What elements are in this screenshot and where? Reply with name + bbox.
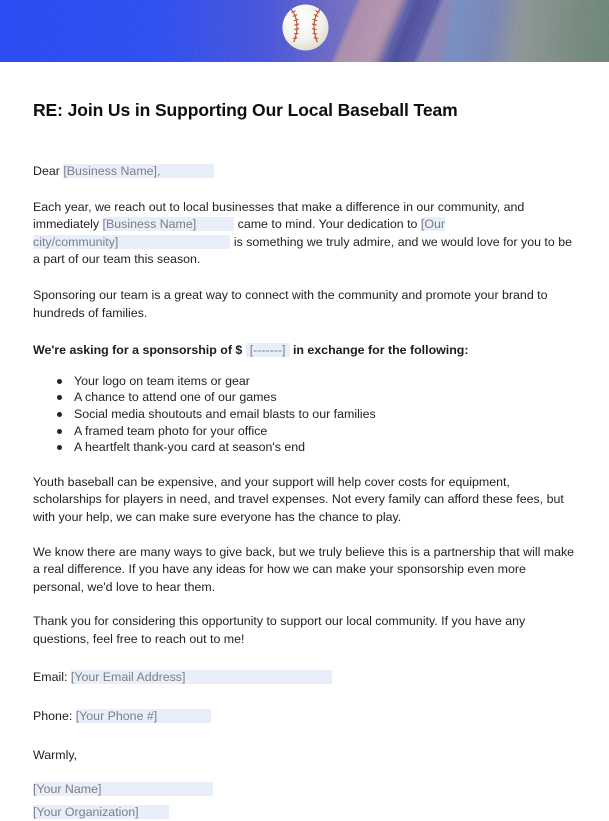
baseball-icon [281, 3, 330, 52]
list-item: Social media shoutouts and email blasts to our families [57, 406, 576, 423]
phone-placeholder[interactable]: [Your Phone #] [76, 709, 212, 723]
benefits-list [33, 373, 576, 456]
sponsorship-ask-line [33, 342, 576, 360]
email-row [33, 669, 576, 687]
paragraph-intro-part2: came to mind. Your dedication to [234, 217, 421, 232]
business-name-placeholder[interactable]: [Business Name], [63, 164, 214, 178]
letter-sheet [0, 62, 609, 821]
signoff-text: Warmly, [33, 747, 78, 762]
paragraph-costs: Youth baseball can be expensive, and your support will help cover costs for equipment, scholarships for players in need, and travel expenses. Not every family can afford these fees, but with your help, we can make sure everyone has the chance to play. [33, 474, 564, 524]
paragraph-sponsoring: Sponsoring our team is a great way to connect with the community and promote your brand to hundreds of families. [33, 287, 548, 320]
paragraph-thankyou: Thank you for considering this opportunity to support our local community. If you have any questions, feel free to reach out to me! [33, 614, 526, 646]
phone-row [33, 708, 576, 726]
paragraph-intro-part1: Each year, we reach out to local businesses that make a difference in our community, and immediately [33, 199, 525, 232]
your-name-placeholder[interactable]: [Your Name] [33, 782, 213, 796]
email-label: Email: [33, 670, 71, 685]
sponsorship-amount-placeholder[interactable]: [-------] [246, 343, 290, 357]
paragraph-partnership: We know there are many ways to give back, but we truly believe this is a partnership that will make a real difference. If you have any ideas for how we can make your sponsorship even more personal, we'd love to hear them. [33, 544, 575, 594]
your-organization-placeholder[interactable]: [Your Organization] [33, 805, 169, 819]
signature-name-row [33, 781, 576, 799]
salutation-line [33, 163, 576, 181]
business-name-placeholder-2[interactable]: [Business Name] [103, 217, 235, 231]
salutation-label: Dear [33, 164, 64, 178]
paragraph-intro [33, 199, 576, 269]
paragraph-intro-part3: is something we truly admire, and we would love for you to be a part of our team this season. [33, 234, 572, 267]
city-community-placeholder[interactable]: [Our city/community] [33, 217, 445, 249]
email-placeholder[interactable]: [Your Email Address] [71, 670, 333, 684]
phone-label: Phone: [33, 709, 76, 724]
signature-org-row [33, 804, 576, 821]
page-title: RE: Join Us in Supporting Our Local Baseball Team [33, 100, 458, 120]
list-item: A framed team photo for your office [57, 423, 576, 440]
hero-banner [0, 0, 609, 62]
ask-part2: in exchange for the following: [289, 343, 469, 358]
list-item: A heartfelt thank-you card at season's end [57, 439, 576, 456]
letter-content [0, 62, 609, 821]
list-item: Your logo on team items or gear [57, 373, 576, 390]
list-item: A chance to attend one of our games [57, 389, 576, 406]
ask-part1: We're asking for a sponsorship of $ [33, 343, 246, 358]
